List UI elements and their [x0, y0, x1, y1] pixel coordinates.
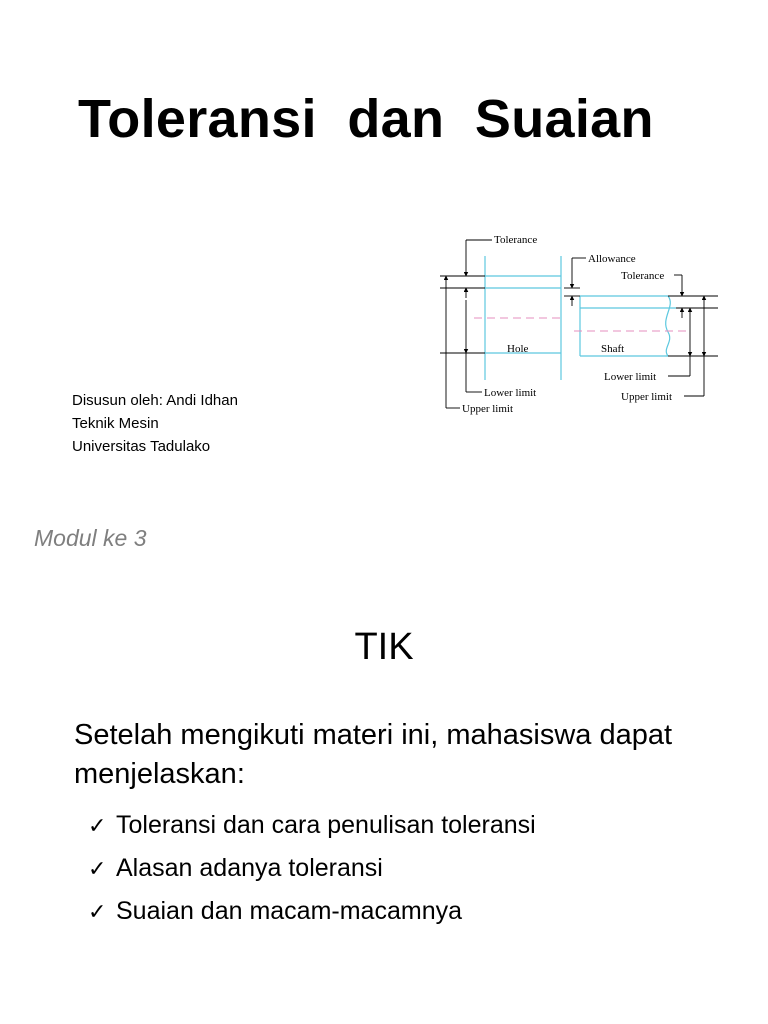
label-lower-limit-hole: Lower limit — [484, 387, 537, 399]
list-item — [88, 847, 536, 890]
slide-title: Toleransi dan Suaian — [78, 89, 654, 149]
objectives-slide — [0, 590, 768, 1024]
list-item — [88, 804, 536, 847]
label-lower-limit-shaft: Lower limit — [604, 371, 657, 383]
dimension-lines — [440, 240, 718, 408]
label-upper-limit-hole: Upper limit — [462, 403, 514, 415]
module-number: Modul ke 3 — [34, 525, 147, 551]
check-mark-icon: ✓ — [88, 813, 107, 838]
label-upper-limit-shaft: Upper limit — [621, 391, 673, 403]
label-tolerance-hole: Tolerance — [494, 234, 538, 246]
label-allowance: Allowance — [588, 253, 636, 265]
objective-text: Suaian dan macam-macamnya — [116, 897, 462, 925]
intro-text: Setelah mengikuti materi ini, mahasiswa dapat menjelaskan: — [74, 719, 673, 790]
author-block — [72, 389, 238, 458]
shaft-outline — [580, 296, 676, 356]
objectives-list — [88, 804, 536, 933]
department-line: Teknik Mesin — [72, 415, 159, 432]
check-mark-icon: ✓ — [88, 899, 107, 924]
label-shaft: Shaft — [601, 343, 625, 355]
list-item — [88, 890, 536, 933]
check-mark-icon: ✓ — [88, 856, 107, 881]
author-line: Disusun oleh: Andi Idhan — [72, 392, 238, 409]
title-slide — [0, 0, 768, 500]
slide-heading: TIK — [354, 626, 414, 668]
objective-text: Alasan adanya toleransi — [116, 854, 383, 882]
tolerance-fit-diagram — [436, 228, 726, 423]
hole-outline — [485, 256, 561, 380]
objective-text: Toleransi dan cara penulisan toleransi — [116, 811, 536, 839]
university-line: Universitas Tadulako — [72, 438, 211, 455]
label-tolerance-shaft: Tolerance — [621, 270, 665, 282]
label-hole: Hole — [507, 343, 529, 355]
